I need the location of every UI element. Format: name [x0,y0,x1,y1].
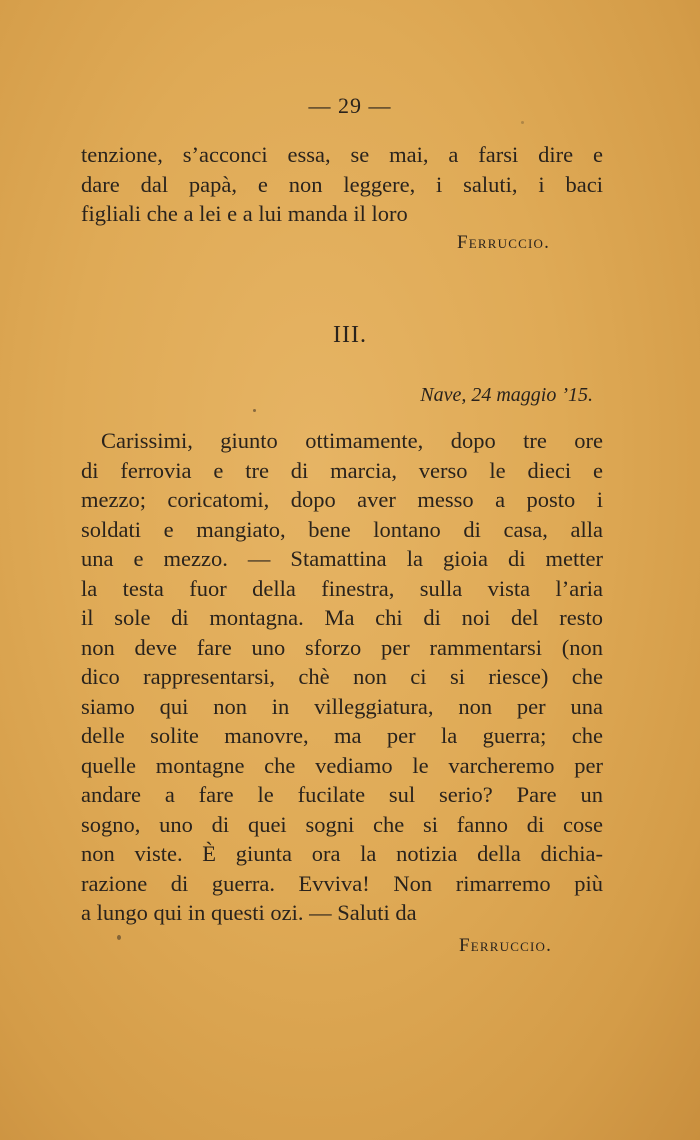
signature-1 [457,232,550,254]
text-line: siamo qui non in villeggiatura, non per una [81,693,603,719]
paper-speck [117,935,121,940]
text-line: dico rappresentarsi, chè non ci si riesce) che [81,664,603,689]
text-line: delle solite manovre, ma per la guerra; che [81,723,603,748]
paper-speck [521,121,524,124]
text-line: a lungo qui in questi ozi. — Saluti da [81,900,417,925]
text-line: tenzione, s’acconci essa, se mai, a farsi dire e [81,142,603,167]
text-line: di ferrovia e tre di marcia, verso le dieci e [81,457,603,483]
section-heading: III. [333,322,367,348]
text-line: mezzo; coricatomi, dopo aver messo a posto i [81,487,603,512]
paper-speck [253,409,256,412]
text-line: sogno, uno di quei sogni che si fanno di cose [81,811,603,837]
signature-1-text: Ferruccio. [457,232,551,253]
text-line: non deve fare uno sforzo per rammentarsi (non [81,634,603,660]
letter-paragraph [81,426,603,928]
text-line: una e mezzo. — Stamattina la gioia di metter [81,546,603,571]
top-paragraph [81,140,603,229]
page-number: — 29 — [308,93,392,118]
text-line: soldati e mangiato, bene lontano di casa, alla [81,516,603,542]
text-line: dare dal papà, e non leggere, i saluti, i baci [81,171,603,197]
text-line: non viste. È giunta ora la notizia della dichia- [81,841,603,866]
text-line: Carissimi, giunto ottimamente, dopo tre ore [101,428,603,453]
text-line: razione di guerra. Evviva! Non rimarremo più [81,870,603,896]
signature-2-text: Ferruccio. [459,935,553,956]
text-line: il sole di montagna. Ma chi di noi del resto [81,605,603,630]
text-line: figliali che a lei e a lui manda il loro [81,201,408,226]
text-line: andare a fare le fucilate sul serio? Pare un [81,782,603,807]
text-line: quelle montagne che vediamo le varcheremo per [81,752,603,778]
dateline: Nave, 24 maggio ’15. [420,384,593,406]
text-line: la testa fuor della finestra, sulla vista l’aria [81,575,603,601]
signature-2 [459,935,552,957]
